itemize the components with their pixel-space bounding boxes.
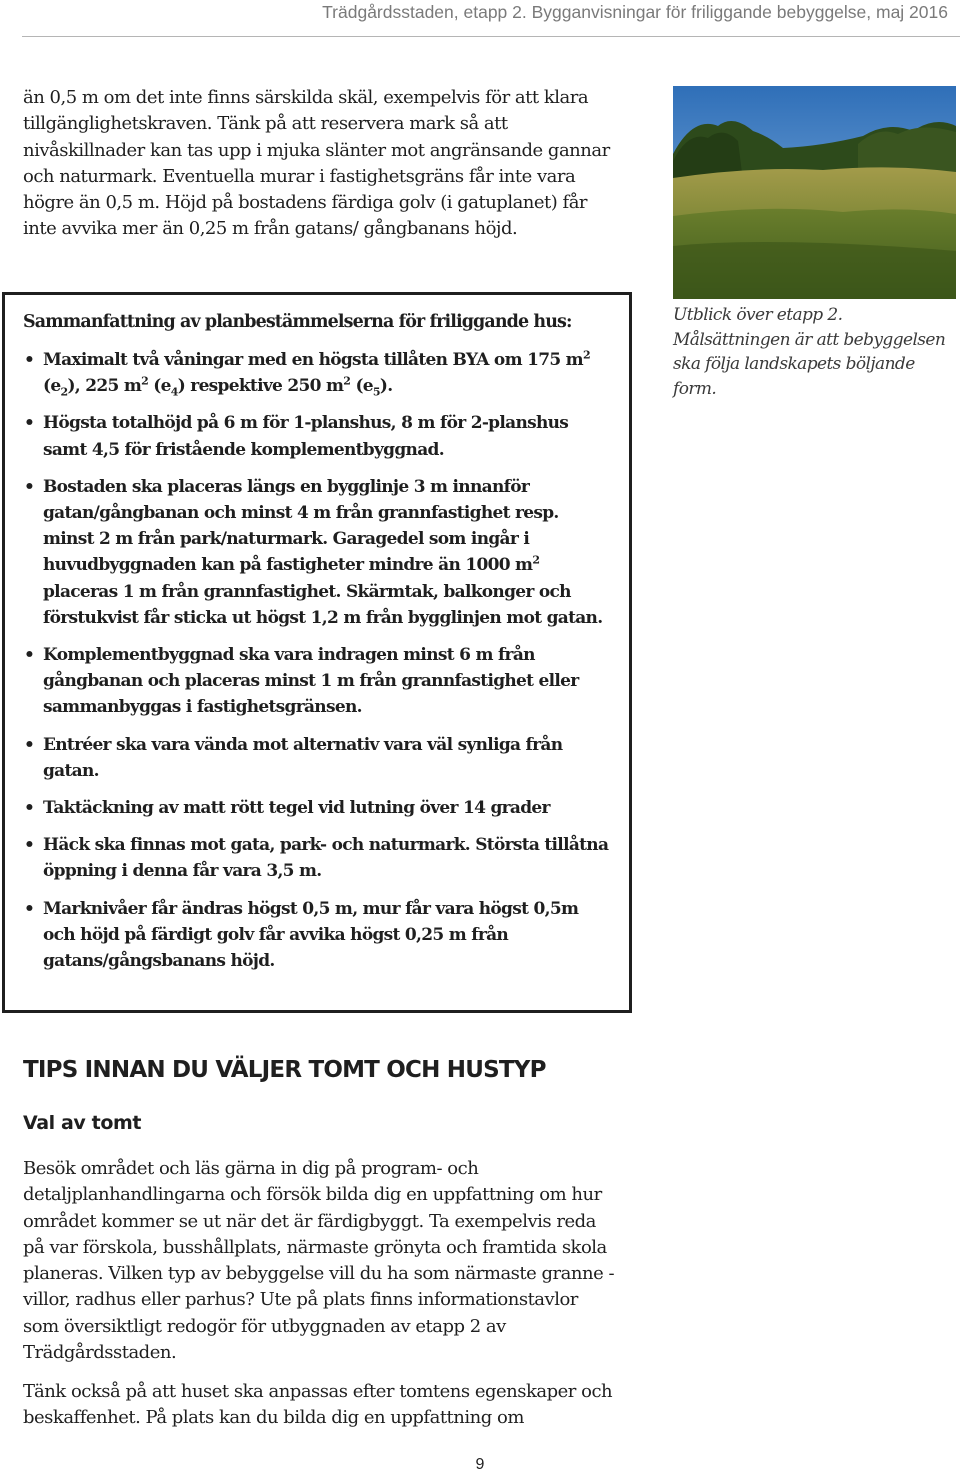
photo-caption: Utblick över etapp 2. Målsättningen är att bebyggelsen ska följa landskapets böljande form.: [673, 305, 946, 399]
bullet-icon: •: [24, 413, 35, 434]
bullet-icon: •: [24, 734, 35, 755]
bullet-icon: •: [24, 798, 35, 819]
subsection-heading: Val av tomt: [23, 1112, 142, 1134]
summary-title: Sammanfattning av planbestämmelserna för friliggande hus:: [23, 312, 572, 332]
tips-paragraph: Tänk också på att huset ska anpassas efter tomtens egenskaper och beskaffenhet. På plats kan du bilda dig en uppfattning om: [23, 1381, 613, 1429]
list-item: • Häck ska finnas mot gata, park- och naturmark. Största tillåtna öppning i denna får vara 3,5 m.: [23, 832, 613, 884]
bullet-icon: •: [24, 835, 35, 856]
landscape-photo: [673, 86, 956, 299]
landscape-photo-illustration: [673, 86, 956, 299]
list-item: • Taktäckning av matt rött tegel vid lutning över 14 grader: [23, 795, 613, 821]
running-header: Trädgårdsstaden, etapp 2. Bygganvisningar för friliggande bebyggelse, maj 2016: [322, 2, 948, 22]
bullet-icon: •: [24, 350, 35, 370]
page-number: 9: [475, 1456, 485, 1473]
summary-box: [2, 292, 632, 1013]
list-item: • Entréer ska vara vända mot alternativ vara väl synliga från gatan.: [23, 732, 613, 784]
header-divider: [22, 36, 960, 37]
list-item: • Bostaden ska placeras längs en bygglinje 3 m innanför gatan/gångbanan och minst 4 m från grannfastighet resp. minst 2 m från park/naturmark. Garagedel som ingår i huvudbyggnaden kan på fastigheter mindre än 1000 $m^2$ placeras 1 m från grannfastighet. Skärmtak, balkonger och förstukvist får sticka ut högst 1,2 m från bygglinjen mot gatan.: [23, 474, 613, 631]
bullet-icon: •: [24, 898, 35, 919]
list-item: • Komplementbyggnad ska vara indragen minst 6 m från gångbanan och placeras minst 1 m från grannfastighet eller sammanbyggas i fastighetsgränsen.: [23, 642, 613, 721]
list-item: • Marknivåer får ändras högst 0,5 m, mur får vara högst 0,5m och höjd på färdigt golv får avvika högst 0,25 m från gatans/gångsbanans höjd.: [23, 896, 613, 975]
bullet-icon: •: [24, 476, 35, 497]
list-item: • Högsta totalhöjd på 6 m för 1-planshus, 8 m för 2-planshus samt 4,5 för fristående komplementbyggnad.: [23, 410, 613, 462]
section-heading: TIPS INNAN DU VÄLJER TOMT OCH HUSTYP: [23, 1057, 546, 1083]
bullet-icon: •: [24, 645, 35, 666]
tips-paragraph: Besök området och läs gärna in dig på program- och detaljplanhandlingarna och försök bilda dig en uppfattning om hur området kommer se ut när det är färdigbyggt. Ta exempelvis reda på var förskola, busshållplats, närmaste grönyta och framtida skola planeras. Vilken typ av bebyggelse vill du ha som närmaste granne - villor, radhus eller parhus? Ute på plats finns informationstavlor som översiktligt redogör för utbyggnaden av etapp 2 av Trädgårdsstaden.: [23, 1158, 615, 1364]
intro-paragraph: än 0,5 m om det inte finns särskilda skäl, exempelvis för att klara tillgänglighetskraven. Tänk på att reservera mark så att nivåskillnader kan tas upp i mjuka slänter mot angränsande gannar och naturmark. Eventuella murar i fastighetsgräns får inte vara högre än 0,5 m. Höjd på bostadens färdiga golv (i gatuplanet) får inte avvika mer än 0,25 m från gatans/ gångbanans höjd.: [23, 87, 610, 240]
list-item: • Maximalt två våningar med en högsta tillåten BYA om 175 $m^2$ $(e_2)$, 225 $m^2$ $(e_4)$ respektive 250 $m^2$ $(e_5)$.: [24, 348, 590, 399]
summary-list: [23, 347, 613, 974]
